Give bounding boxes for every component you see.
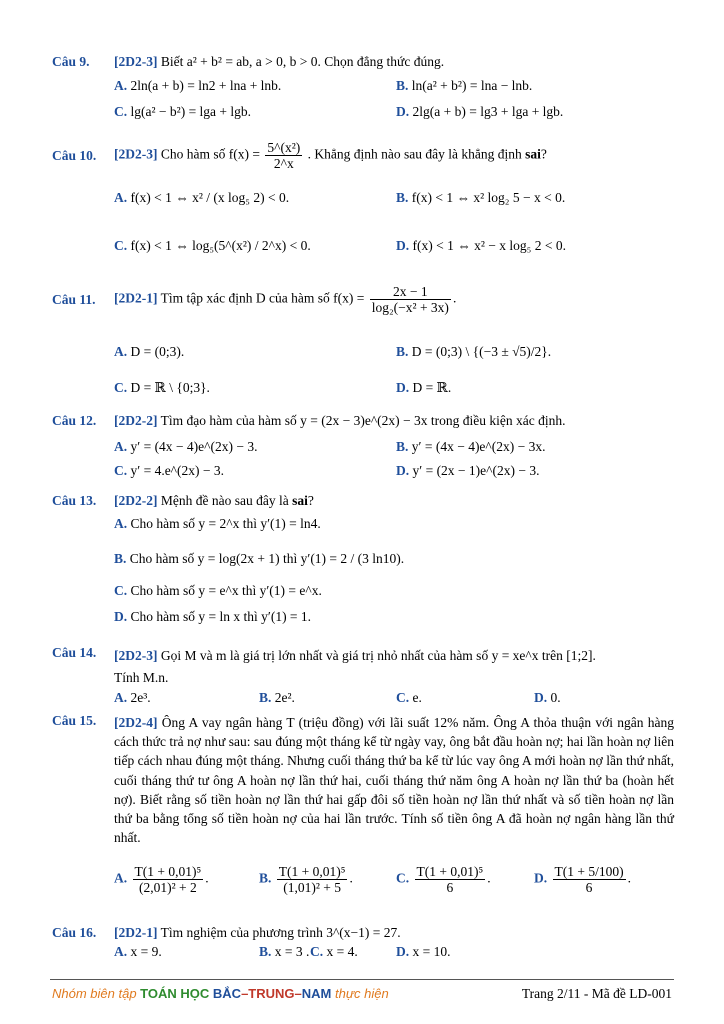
option-b[interactable]: B. Cho hàm số y = log(2x + 1) thì y′(1) = 2 / (3 ln10). [114, 551, 405, 566]
option-c[interactable]: C. D = ℝ \ {0;3}. [114, 380, 210, 395]
option-a[interactable]: A. 2ln(a + b) = ln2 + lna + lnb. [114, 78, 282, 93]
option-a[interactable]: A. 2e³. [114, 690, 151, 705]
option-b[interactable]: B. 2e². [259, 690, 295, 705]
question-label: Câu 14. [52, 645, 97, 660]
option-d[interactable]: D. $\frac{T(1 + 5/100)}{6}$ . [534, 864, 631, 895]
option-b[interactable]: B. $\frac{\text{T(1 + 0,01)⁵}}{\text{(1,01)² + 5}}$ . [259, 864, 353, 895]
option-d[interactable]: D. y′ = (2x − 1)e^(2x) − 3. [396, 463, 540, 478]
option-b[interactable]: B. D = (0;3) \ {(−3 ± √5)/2}. [396, 344, 552, 359]
question-tag: [2D2-3] [114, 648, 158, 663]
question-stem-prefix: Cho hàm số f(x) = [160, 146, 260, 162]
emphasis-wrong: sai [525, 146, 541, 162]
option-a[interactable]: A. f(x) < 1 ⇔ x² / (x log₅ 2) < 0. [114, 190, 290, 205]
option-a[interactable]: A. Cho hàm số y = 2^x thì y′(1) = ln4. [114, 516, 321, 531]
question-stem-middle: . Khẳng định nào sau đây là khẳng định [307, 146, 522, 162]
option-d[interactable]: D. f(x) < 1 ⇔ x² − x log₅ 2 < 0. [396, 238, 566, 253]
question-tag: [2D2-1] [114, 925, 158, 940]
question-tag: [2D2-3] [114, 54, 158, 69]
question-stem: Biết a² + b² = ab, a > 0, b > 0. Chọn đẳng thức đúng. [160, 54, 445, 69]
option-a[interactable]: A. y′ = (4x − 4)e^(2x) − 3. [114, 439, 258, 454]
option-c[interactable]: C. e. [396, 690, 422, 705]
question-stem: Tìm đạo hàm của hàm số y = (2x − 3)e^(2x) − 3x trong điều kiện xác định. [160, 413, 566, 428]
option-d[interactable]: D. x = 10. [396, 944, 451, 959]
question-tag: [2D2-2] [114, 493, 158, 508]
option-d[interactable]: D. D = ℝ. [396, 380, 452, 395]
question-15-stem [114, 713, 674, 847]
option-d[interactable]: D. 0. [534, 690, 561, 705]
question-label: Câu 9. [52, 54, 90, 69]
question-stem: Gọi M và m là giá trị lớn nhất và giá trị nhỏ nhất của hàm số y = xe^x trên [1;2]. [160, 648, 596, 663]
option-a[interactable]: A. $\frac{\text{T(1 + 0,01)⁵}}{\text{(2,01)² + 2}}$ . [114, 864, 209, 895]
question-stem-end: ? [540, 146, 547, 162]
question-stem-end: ? [307, 493, 314, 508]
question-tag: [2D2-4] [114, 715, 158, 730]
question-tag: [2D2-2] [114, 413, 158, 428]
question-label: Câu 10. [52, 148, 97, 163]
option-b[interactable]: B. ln(a² + b²) = lna − lnb. [396, 78, 533, 93]
function-fraction: $\frac{\text{5\textasciicircum{}(x²)}}{2\^{}x}$ [267, 140, 301, 171]
question-label: Câu 15. [52, 713, 97, 728]
option-c[interactable]: C. y′ = 4.e^(2x) − 3. [114, 463, 224, 478]
function-fraction: $\frac{2x - 1}{\text{log₂(−x² + 3x)}}$ [371, 284, 449, 315]
question-label: Câu 12. [52, 413, 97, 428]
option-c[interactable]: C. f(x) < 1 ⇔ log₅(5^(x²) / 2^x) < 0. [114, 238, 311, 253]
question-label: Câu 13. [52, 493, 97, 508]
footer-credit: Nhóm biên tập TOÁN HỌC BẮC–TRUNG–NAM thực hiện [52, 986, 389, 1001]
question-stem: Ông A vay ngân hàng T (triệu đồng) với lãi suất 12% năm. Ông A thỏa thuận với ngân hàng cách thức trả nợ như sau: sau đúng một tháng kể từ ngày vay, ông bắt đầu hoàn nợ; hai lần hoàn nợ liên tiếp cách nhau đúng một tháng. Nhưng cuối tháng thứ ba kể từ lúc vay ông A mới hoàn nợ lần thứ nhất, cuối tháng thứ tư ông A hoàn nợ lần thứ hai, cuối tháng thứ năm ông A hoàn nợ lần thứ ba (hoàn hết nợ). Biết rằng số tiền hoàn nợ lần thứ hai gấp đôi số tiền hoàn nợ lần thứ nhất và số tiền hoàn nợ lần thứ ba bằng tổng số tiền hoàn nợ của hai lần trước. Tính số tiền ông A đã hoàn nợ ngân hàng lần thứ nhất. [114, 715, 675, 846]
question-tag: [2D2-3] [114, 146, 158, 162]
page-number: Trang 2/11 - Mã đề LD-001 [521, 986, 672, 1001]
option-a[interactable]: A. D = (0;3). [114, 344, 185, 359]
question-stem-end: . [452, 290, 457, 306]
question-label: Câu 16. [52, 925, 97, 940]
option-c[interactable]: C. x = 4. [310, 944, 358, 959]
option-b[interactable]: B. f(x) < 1 ⇔ x² log₂ 5 − x < 0. [396, 190, 566, 205]
option-b[interactable]: B. x = 3 . [259, 944, 310, 959]
question-label: Câu 11. [52, 292, 96, 307]
question-stem-prefix: Tìm tập xác định D của hàm số f(x) = [160, 290, 365, 306]
option-d[interactable]: D. Cho hàm số y = ln x thì y′(1) = 1. [114, 609, 312, 624]
emphasis-wrong: sai [292, 493, 308, 508]
question-stem-prefix: Mệnh đề nào sau đây là [160, 493, 289, 508]
option-b[interactable]: B. y′ = (4x − 4)e^(2x) − 3x. [396, 439, 546, 454]
option-c[interactable]: C. lg(a² − b²) = lga + lgb. [114, 104, 252, 119]
option-d[interactable]: D. 2lg(a + b) = lg3 + lga + lgb. [396, 104, 564, 119]
option-c[interactable]: C. $\frac{\text{T(1 + 0,01)⁵}}{6}$ . [396, 864, 491, 895]
footer-divider [50, 979, 674, 980]
question-tag: [2D2-1] [114, 290, 158, 306]
question-stem: Tìm nghiệm của phương trình 3^(x−1) = 27. [160, 925, 401, 940]
option-a[interactable]: A. x = 9. [114, 944, 162, 959]
question-stem-line2: Tính M.n. [114, 670, 169, 685]
option-c[interactable]: C. Cho hàm số y = e^x thì y′(1) = e^x. [114, 583, 322, 598]
